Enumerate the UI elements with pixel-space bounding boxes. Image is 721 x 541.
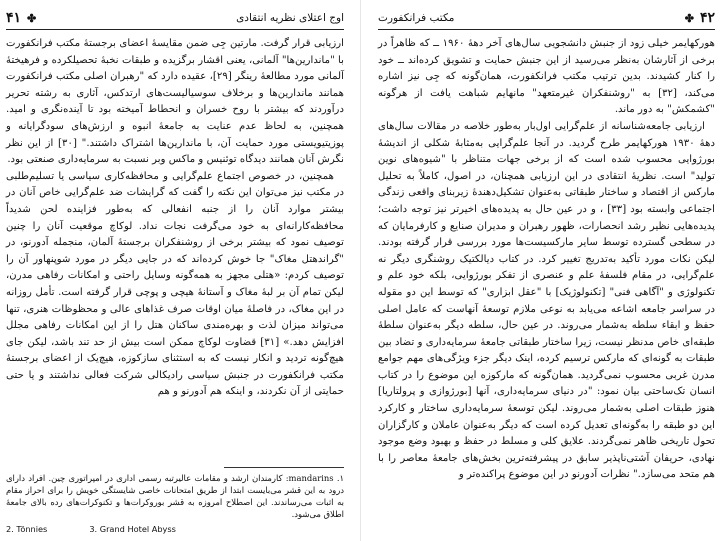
left-page-header [6, 10, 344, 30]
paragraph: هورکهایمر خیلی زود از جنبش دانشجویی سال‌های آخر دههٔ ۱۹۶۰ ــ که ظاهراً در برخی از آثارشان به‌نظر می‌رسید از این جنبش حمایت و تشویق کرده‌اند ــ خود را کنار کشیدند. بدین ترتیب مکتب فرانکفورت، همان‌گونه که جِی نیز اشاره می‌کند، [۳۲] به "روشنفکران غیرمتعهد" مانهایم شباهت یافت از هرگونه "کشمکش" به دور ماند. [378, 38, 715, 116]
page-number: ۴۱ [6, 10, 22, 26]
running-title: اوج اعتلای نظریه انتقادی [236, 12, 344, 24]
page-number: ۴۲ [699, 10, 715, 26]
running-title: مکتب فرانکفورت [378, 12, 455, 24]
body-text [378, 36, 715, 484]
paragraph: ارزیابی جامعه‌شناسانه از علم‌گرایی اول‌بار به‌طور خلاصه در مقالات سال‌های دههٔ ۱۹۳۰ هورکهایمر طرح گردید. در آنجا علم‌گرایی به‌مثابهٔ شکلی از اندیشهٔ بورژوایی محسوب شده است که از برخی جهات متناظر با "شیوه‌های نوین تولید" است. نظریهٔ انتقادی در این ارزیابی همچنان، در اصول، کاملاً به تحلیل مارکس از اقتصاد و ساختار طبقاتی به‌عنوان تشکیل‌دهندهٔ زیربنای واقعی زندگی اجتماعی وابسته بود [۳۳] ، و در عین حال به پدیده‌های اخیرتر نیز توجه داشت؛ پدیده‌هایی نظیر رشد انحصارات، ظهور رهبران و مدیران صنایع و کارفرمایان که در سطحی گسترده توسط سایر مارکسیست‌ها مورد بررسی قرار گرفته بودند. لیکن نکات مورد تأکید به‌تدریج تغییر کرد. در کتاب دیالکتیک روشنگری دیگر نه علم‌گرایی، در مقام فلسفهٔ علم و عنصری از تفکر بورژوایی، بلکه خود علم و تکنولوژی و "آگاهی فنی" [تکنولوژیک] با "عقل ابزاری" که توسط این دو مقوله در سراسر جامعه اشاعه می‌یابد به نوعی ملازم توسعهٔ آنهاست که عامل اصلی حفظ و ابقاء سلطه به‌شمار می‌روند. در عین حال، سلطه دیگر به‌عنوان سلطهٔ طبقه‌ای خاص مدنظر نیست، زیرا ساختار طبقاتی جامعهٔ سرمایه‌داری و تضاد بین طبقات به گونه‌ای که مارکس ترسیم کرده، اینک دیگر جزء ویژگی‌های مهم جوامع مدرن غربی محسوب نمی‌گردید. همان‌گونه که مارکوزه این موضوع را در کتاب انسان تک‌ساحتی بیان نمود: "در دنیای سرمایه‌داری، آنها [بورژوازی و پرولتاریا] هنوز طبقات اصلی به‌شمار می‌روند. لیکن توسعهٔ سرمایه‌داری ساختار و کارکرد این دو طبقه را به‌گونه‌ای تعدیل کرده است که دیگر به‌عنوان عاملان و کارگزاران تحول تاریخی ظاهر نمی‌گردند. علایق کلی و مسلط در حفظ و بهبود وضع موجود نهادی، حریفان آشتی‌ناپذیر سابق در پیشرفته‌ترین بخش‌های جامعهٔ معاصر را با هم متحد می‌سازد." نظرات آدورنو در این موضوع پراکنده‌تر و [378, 120, 716, 481]
right-page-header [378, 10, 715, 30]
latin-notes [6, 523, 344, 535]
footnote: ۱. mandarins: کارمندان ارشد و مقامات عالیرتبه رسمی اداری در امپراتوری چین. افراد دارای درود به این قشر می‌بایست ابتدا از طریق امتحانات خاصی شایستگی خویش را برای احراز مقام به اثبات می‌رساندند. این اصطلاح امروزه به قشر بوروکرات‌ها و تکنوکرات‌های رده بالای جامعهٔ اطلاق می‌شود. [6, 473, 344, 519]
paragraph: ارزیابی قرار گرفت. مارتین جِی ضمن مقایسهٔ اعضای برجستهٔ مکتب فرانکفورت با "ماندارین‌ها" آلمانی، یعنی اقشار برگزیده و طبقات نخبهٔ تحصیلکرده و فرهیختهٔ آلمانی مورد مطالعهٔ رینگر [۲۹]، عقیده دارد که "رهبران اصلی مکتب فرانکفورت همانند ماندارین‌ها و برخلاف سوسیالیست‌های ارتدکس، آثاری به رشته تحریر درآوردند که بیشتر با روح خسران و انحطاط آمیخته بود تا آینده‌نگری و امید. همچنین، به لحاظ عدم عنایت به جامعهٔ انبوه و ارزش‌های سودگرایانه و پوزیتیویستی مورد حمایت آن، با ماندارین‌ها اشتراک داشتند." [۳۰] از این نظر نگرش آنان همانند دیدگاه توئنیس و ماکس وبر نسبت به سرمایه‌داری صنعتی بود. [6, 38, 344, 166]
page-gutter [360, 0, 361, 541]
footnote-rule [224, 467, 344, 468]
page-number-area [6, 10, 36, 26]
latin-note: 2. Tönnies [6, 524, 48, 534]
footnotes [6, 467, 344, 535]
latin-note: 3. Grand Hotel Abyss [89, 524, 176, 534]
ornament-icon: ✤ [684, 11, 694, 25]
paragraph: همچنین، در خصوص اجتماع علم‌گرایی و محافظه‌کاری سیاسی یا تسلیم‌طلبی در مکتب نیز می‌توان این نکته را گفت که گرایشات ضد علم‌گرایی خاص آنان در بیشتر موارد آنان را از جنبه انفعالی که به‌طور فزاینده لحن شدیداً محافظه‌کارانه‌ای به خود می‌گرفت نجات نداد. لوکاچ موقعیت آنان را چنین توصیف نمود که بیشتر برخی از روشنفکران برجستهٔ آلمان، منجمله آدورنو، در "گراندهتل مغاک" جا خوش کرده‌اند که در جایی دیگر در مورد شوپنهاور آن را توصیف کردم: «هتلی مجهز به همه‌گونه وسایل راحتی و امکانات رفاهی مدرن، لیکن تمام آن بر لبهٔ مغاک و آستانهٔ هیچی و پوچی قرار گرفته است. تأمل روزانه در این مغاک، در فاصلهٔ میان اوقات صرف غذاهای عالی و محظوظات هنری، تنها می‌تواند میزان لذت و بهره‌مندی ساکنان هتل را از این امکانات رفاهی مجلل افزایش دهد.» [۳۱] قضاوت لوکاچ ممکن است بیش از حد تند باشد، لیکن جای هیچ‌گونه تردید و انکار نیست که به استثنای ساز‌کوزه، هیچ‌یک از اعضای برجستهٔ مکتب فرانکفورت در جنبش سیاسی رادیکالی شرکت فعالی نداشتند و یا حتی حمایتی از آن نکردند، و اینکه هم آدورنو و هم [6, 170, 345, 398]
page-number-area [685, 10, 715, 26]
right-page [362, 0, 721, 541]
left-page [0, 0, 360, 541]
ornament-icon: ✤ [27, 11, 37, 25]
body-text [6, 36, 344, 401]
